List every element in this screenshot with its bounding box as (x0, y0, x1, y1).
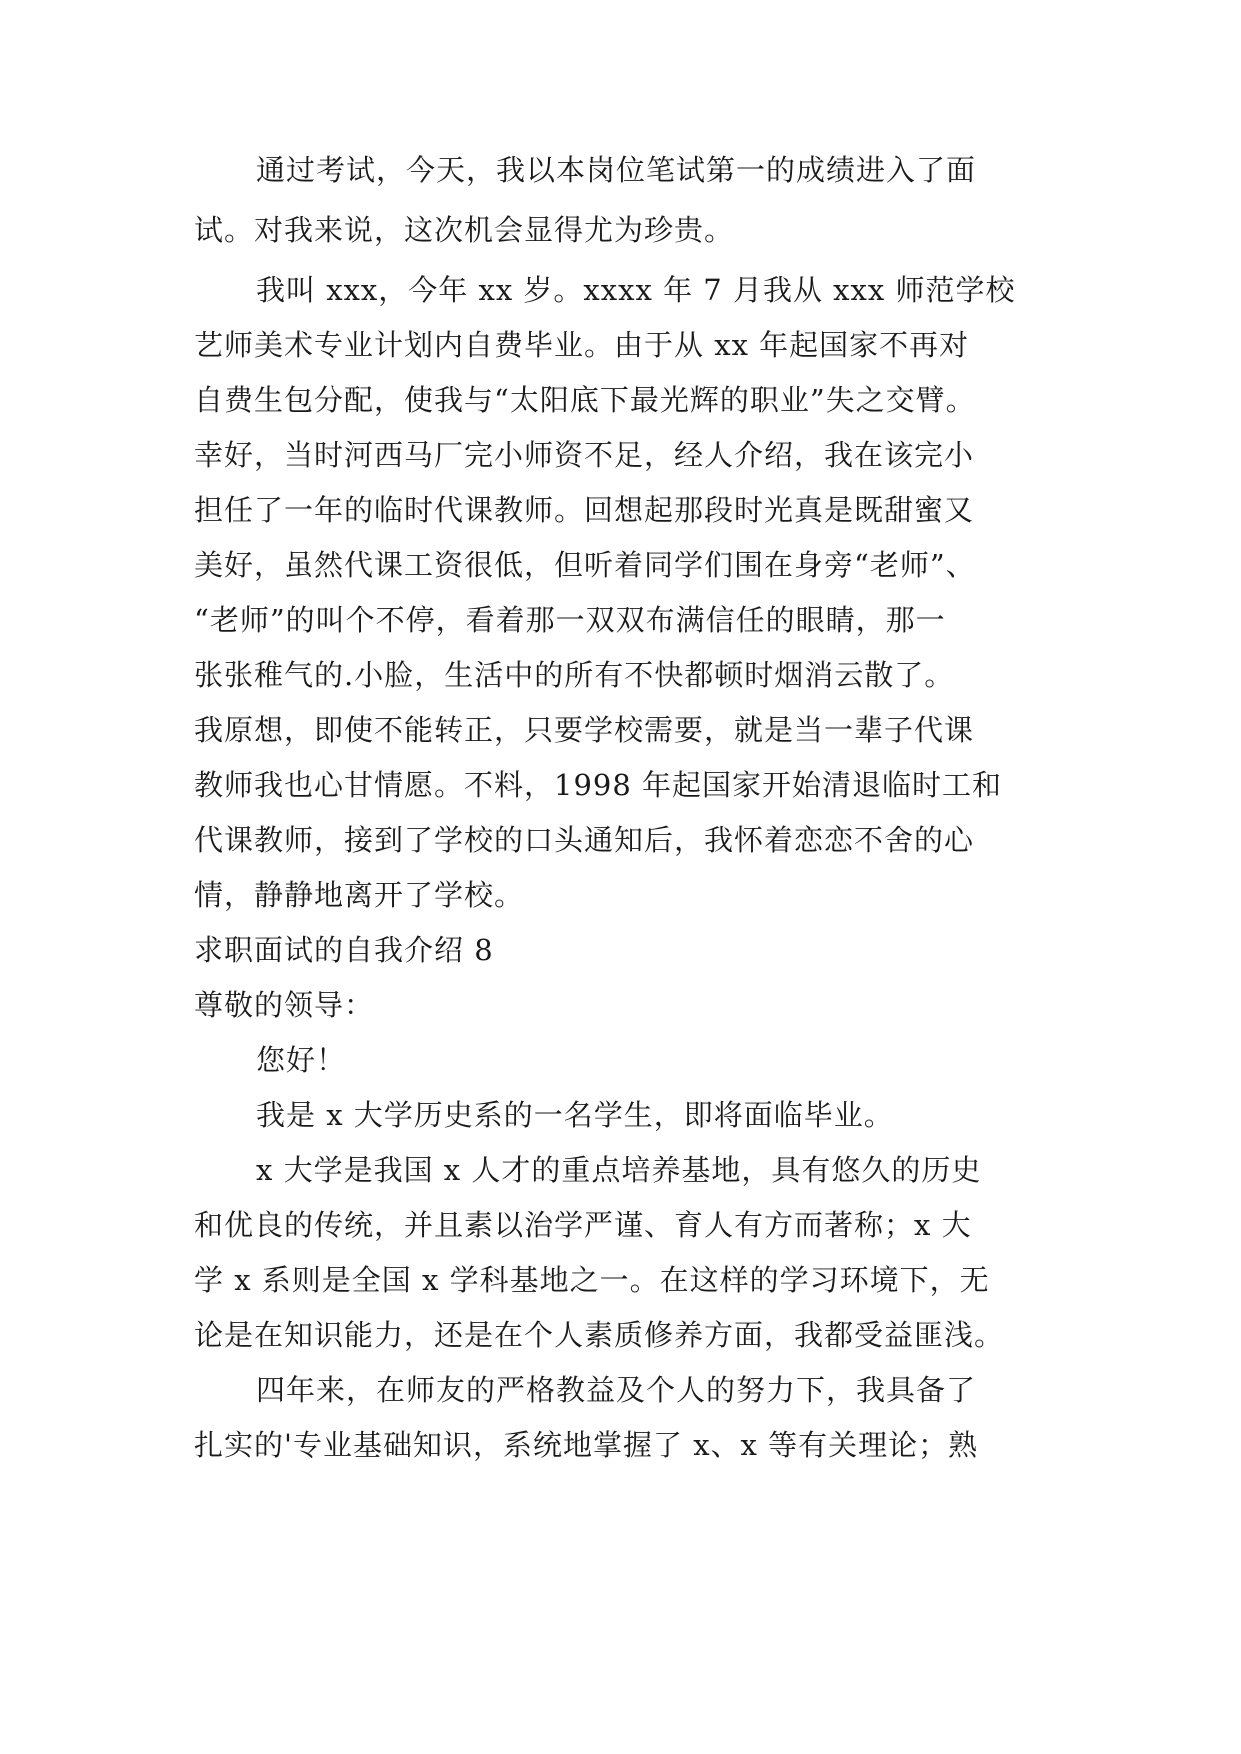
greeting: 您好！ (256, 1043, 347, 1077)
paragraph-line: 扎实的'专业基础知识，系统地掌握了 x、x 等有关理论；熟 (194, 1428, 979, 1462)
paragraph-line: 四年来，在师友的严格教益及个人的努力下，我具备了 (256, 1373, 977, 1407)
paragraph-line: x 大学是我国 x 人才的重点培养基地，具有悠久的历史 (256, 1153, 982, 1187)
paragraph-line: 艺师美术专业计划内自费毕业。由于从 xx 年起国家不再对 (194, 328, 970, 362)
paragraph-line: 张张稚气的.小脸，生活中的所有不快都顿时烟消云散了。 (194, 658, 955, 692)
paragraph-line: 通过考试，今天，我以本岗位笔试第一的成绩进入了面 (256, 153, 977, 187)
paragraph-line: 代课教师，接到了学校的口头通知后，我怀着恋恋不舍的心 (194, 823, 975, 857)
paragraph-line: 幸好，当时河西马厂完小师资不足，经人介绍，我在该完小 (194, 438, 975, 472)
paragraph-line: 教师我也心甘情愿。不料，1998 年起国家开始清退临时工和 (194, 768, 1003, 802)
paragraph-line: 学 x 系则是全国 x 学科基地之一。在这样的学习环境下，无 (194, 1263, 990, 1297)
paragraph-line: 和优良的传统，并且素以治学严谨、育人有方而著称；x 大 (194, 1208, 972, 1242)
paragraph-line: 美好，虽然代课工资很低，但听着同学们围在身旁“老师”、 (194, 548, 976, 582)
paragraph-line: 我是 x 大学历史系的一名学生，即将面临毕业。 (256, 1098, 894, 1132)
paragraph-line: 我原想，即使不能转正，只要学校需要，就是当一辈子代课 (194, 713, 975, 747)
paragraph-line: 论是在知识能力，还是在个人素质修养方面，我都受益匪浅。 (194, 1318, 1005, 1352)
paragraph-line: 担任了一年的临时代课教师。回想起那段时光真是既甜蜜又 (194, 493, 975, 527)
paragraph-line: 我叫 xxx，今年 xx 岁。xxxx 年 7 月我从 xxx 师范学校 (256, 273, 1016, 307)
paragraph-line: “老师”的叫个不停，看着那一双双布满信任的眼睛，那一 (194, 603, 946, 637)
paragraph-line: 自费生包分配，使我与“太阳底下最光辉的职业”失之交臂。 (194, 383, 976, 417)
paragraph-line: 情，静静地离开了学校。 (194, 878, 525, 912)
salutation: 尊敬的领导： (194, 988, 375, 1022)
paragraph-line: 试。对我来说，这次机会显得尤为珍贵。 (194, 213, 735, 247)
section-heading: 求职面试的自我介绍 8 (194, 933, 494, 967)
